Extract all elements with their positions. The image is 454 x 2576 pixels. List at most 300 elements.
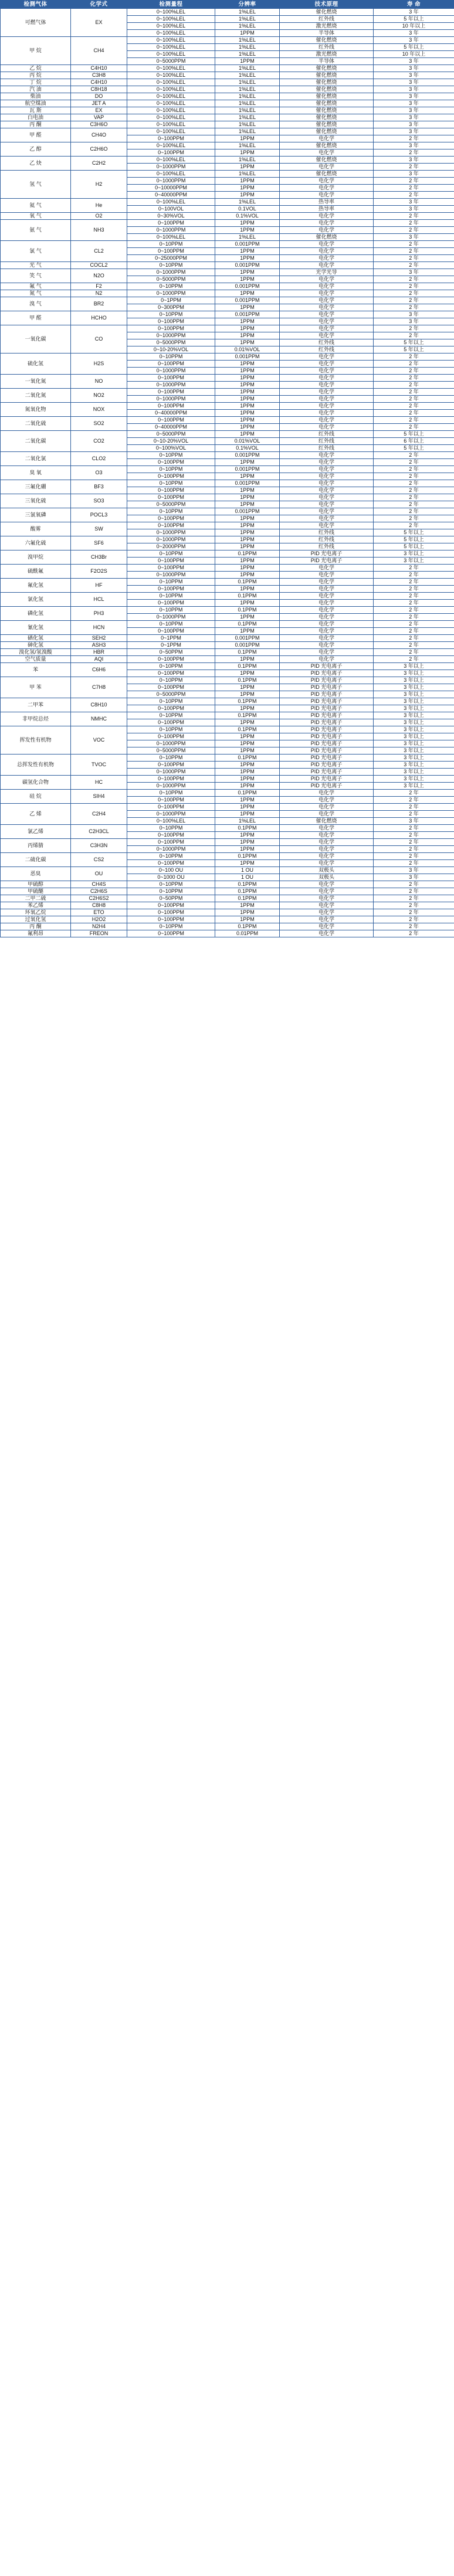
cell-gas-name: 三氧化硫 xyxy=(1,494,71,508)
cell-gas-name: 总挥发性有机物 xyxy=(1,755,71,776)
table-body xyxy=(1,9,454,937)
cell-lifetime: 3 年以上 xyxy=(374,677,454,684)
cell-range: 0~100%LEL xyxy=(127,128,215,135)
cell-range: 0~10-20%VOL xyxy=(127,438,215,445)
cell-gas-name: 甲 苯 xyxy=(1,677,71,698)
cell-range: 0~100VOL xyxy=(127,206,215,213)
cell-resolution: 1PPM xyxy=(215,586,280,593)
cell-resolution: 0.001PPM xyxy=(215,283,280,290)
cell-range: 0~50PPM xyxy=(127,895,215,902)
cell-technology: 双极头 xyxy=(280,874,374,881)
cell-gas-name: 氮 气 xyxy=(1,290,71,297)
cell-resolution: 0.001PPM xyxy=(215,480,280,487)
cell-range: 0~10PPM xyxy=(127,262,215,269)
cell-range: 0~100PPM xyxy=(127,135,215,142)
cell-technology: 双极头 xyxy=(280,867,374,874)
cell-formula: C2H6S xyxy=(71,888,127,895)
cell-technology: PID 光电离子 xyxy=(280,705,374,712)
cell-technology: 电化学 xyxy=(280,593,374,600)
header-lifetime: 寿 命 xyxy=(374,1,454,9)
cell-range: 0~100PPM xyxy=(127,325,215,332)
cell-gas-name: 恶臭 xyxy=(1,867,71,881)
header-gas: 检测气体 xyxy=(1,1,71,9)
cell-technology: 催化燃烧 xyxy=(280,93,374,100)
cell-formula: NO xyxy=(71,375,127,389)
cell-resolution: 1PPM xyxy=(215,325,280,332)
cell-resolution: 1PPM xyxy=(215,558,280,565)
cell-resolution: 1PPM xyxy=(215,811,280,818)
cell-lifetime: 10 年以上 xyxy=(374,51,454,58)
cell-lifetime: 3 年以上 xyxy=(374,762,454,769)
table-row xyxy=(1,565,454,572)
cell-formula: HCL xyxy=(71,593,127,607)
cell-technology: 催化燃烧 xyxy=(280,100,374,107)
table-row xyxy=(1,65,454,72)
cell-range: 0~2000PPM xyxy=(127,543,215,550)
cell-resolution: 0.001PPM xyxy=(215,354,280,361)
cell-technology: 电化学 xyxy=(280,860,374,867)
cell-lifetime: 3 年 xyxy=(374,65,454,72)
cell-range: 0~100PPM xyxy=(127,558,215,565)
cell-gas-name: 苯乙烯 xyxy=(1,902,71,909)
cell-resolution: 1%LEL xyxy=(215,72,280,79)
cell-resolution: 0.1PPM xyxy=(215,853,280,860)
table-row xyxy=(1,579,454,586)
cell-resolution: 0.1PPM xyxy=(215,550,280,558)
cell-technology: 红外线 xyxy=(280,346,374,354)
table-row xyxy=(1,79,454,86)
cell-resolution: 1PPM xyxy=(215,783,280,790)
table-row xyxy=(1,269,454,276)
cell-range: 0~100PPM xyxy=(127,248,215,255)
cell-range: 0~1PPM xyxy=(127,642,215,649)
cell-lifetime: 2 年 xyxy=(374,642,454,649)
cell-range: 0~100PPM xyxy=(127,762,215,769)
table-row xyxy=(1,853,454,860)
cell-resolution: 1PPM xyxy=(215,860,280,867)
cell-technology: PID 光电离子 xyxy=(280,677,374,684)
table-row xyxy=(1,923,454,930)
cell-technology: 电化学 xyxy=(280,192,374,199)
cell-formula: NMHC xyxy=(71,712,127,726)
table-row xyxy=(1,311,454,318)
cell-lifetime: 3 年 xyxy=(374,171,454,178)
cell-technology: 电化学 xyxy=(280,797,374,804)
cell-formula: F2 xyxy=(71,283,127,290)
cell-technology: 电化学 xyxy=(280,628,374,635)
cell-lifetime: 3 年 xyxy=(374,318,454,325)
cell-lifetime: 3 年以上 xyxy=(374,691,454,698)
table-row xyxy=(1,213,454,220)
cell-gas-name: 臭 氧 xyxy=(1,466,71,480)
cell-formula: CH4S xyxy=(71,881,127,888)
cell-lifetime: 2 年 xyxy=(374,452,454,459)
cell-resolution: 1%LEL xyxy=(215,93,280,100)
cell-lifetime: 2 年 xyxy=(374,325,454,332)
cell-technology: 电化学 xyxy=(280,853,374,860)
table-row xyxy=(1,536,454,543)
cell-resolution: 1PPM xyxy=(215,255,280,262)
cell-formula: C4H10 xyxy=(71,65,127,72)
table-row xyxy=(1,888,454,895)
cell-range: 0~10PPM xyxy=(127,508,215,515)
cell-technology: 电化学 xyxy=(280,811,374,818)
cell-range: 0~1000PPM xyxy=(127,227,215,234)
table-row xyxy=(1,389,454,396)
cell-resolution: 1PPM xyxy=(215,684,280,691)
cell-lifetime: 2 年 xyxy=(374,283,454,290)
cell-lifetime: 3 年 xyxy=(374,9,454,16)
cell-technology: PID 光电离子 xyxy=(280,691,374,698)
cell-lifetime: 5 年以上 xyxy=(374,529,454,536)
table-row xyxy=(1,550,454,558)
cell-resolution: 1PPM xyxy=(215,304,280,311)
cell-technology: PID 光电离子 xyxy=(280,550,374,558)
cell-lifetime: 3 年 xyxy=(374,37,454,44)
cell-resolution: 1%LEL xyxy=(215,23,280,30)
cell-gas-name: 硫酰氟 xyxy=(1,565,71,579)
cell-technology: 电化学 xyxy=(280,241,374,248)
cell-formula: C2H2 xyxy=(71,157,127,171)
cell-resolution: 1PPM xyxy=(215,149,280,157)
cell-resolution: 0.01PPM xyxy=(215,930,280,937)
cell-range: 0~1000PPM xyxy=(127,178,215,185)
cell-gas-name: 甲硫醇 xyxy=(1,881,71,888)
cell-formula: CO xyxy=(71,325,127,354)
table-row xyxy=(1,262,454,269)
cell-resolution: 1PPM xyxy=(215,410,280,417)
cell-lifetime: 3 年 xyxy=(374,157,454,164)
cell-resolution: 1 OU xyxy=(215,874,280,881)
cell-formula: BF3 xyxy=(71,480,127,494)
cell-lifetime: 2 年 xyxy=(374,389,454,396)
cell-range: 0~100PPM xyxy=(127,628,215,635)
cell-lifetime: 3 年以上 xyxy=(374,670,454,677)
cell-lifetime: 2 年 xyxy=(374,607,454,614)
cell-range: 0~10PPM xyxy=(127,853,215,860)
table-row xyxy=(1,916,454,923)
cell-formula: NOX xyxy=(71,403,127,417)
cell-range: 0~10PPM xyxy=(127,452,215,459)
cell-formula: HCHO xyxy=(71,311,127,325)
cell-technology: 电化学 xyxy=(280,656,374,663)
cell-gas-name: 丙烯腈 xyxy=(1,839,71,853)
cell-range: 0~1000PPM xyxy=(127,614,215,621)
cell-lifetime: 2 年 xyxy=(374,916,454,923)
cell-resolution: 1PPM xyxy=(215,396,280,403)
cell-formula: C2H3CL xyxy=(71,825,127,839)
cell-gas-name: 可燃气体 xyxy=(1,9,71,37)
cell-technology: PID 光电离子 xyxy=(280,712,374,719)
cell-range: 0~1000PPM xyxy=(127,290,215,297)
cell-range: 0~100PPM xyxy=(127,902,215,909)
cell-resolution: 1%LEL xyxy=(215,9,280,16)
cell-resolution: 1PPM xyxy=(215,916,280,923)
cell-formula: NH3 xyxy=(71,220,127,241)
cell-resolution: 1PPM xyxy=(215,501,280,508)
cell-resolution: 1PPM xyxy=(215,543,280,550)
cell-lifetime: 2 年 xyxy=(374,614,454,621)
cell-resolution: 1 OU xyxy=(215,867,280,874)
cell-range: 0~1000PPM xyxy=(127,332,215,339)
cell-formula: N2O xyxy=(71,269,127,283)
cell-lifetime: 2 年 xyxy=(374,811,454,818)
cell-formula: VAP xyxy=(71,114,127,121)
cell-range: 0~100PPM xyxy=(127,705,215,712)
cell-range: 0~100PPM xyxy=(127,860,215,867)
cell-formula: TVOC xyxy=(71,755,127,776)
cell-formula: C3H6O xyxy=(71,121,127,128)
cell-lifetime: 2 年 xyxy=(374,804,454,811)
cell-resolution: 0.001PPM xyxy=(215,262,280,269)
cell-gas-name: 乙 烯 xyxy=(1,804,71,825)
cell-resolution: 0.1%VOL xyxy=(215,445,280,452)
cell-technology: 红外线 xyxy=(280,445,374,452)
cell-resolution: 1%LEL xyxy=(215,37,280,44)
table-row xyxy=(1,930,454,937)
cell-gas-name: 二氧化氯 xyxy=(1,452,71,466)
cell-formula: JET A xyxy=(71,100,127,107)
cell-lifetime: 2 年 xyxy=(374,600,454,607)
cell-technology: 电化学 xyxy=(280,480,374,487)
cell-range: 0~50PPM xyxy=(127,649,215,656)
table-row xyxy=(1,593,454,600)
cell-gas-name: 氦 气 xyxy=(1,199,71,213)
cell-range: 0~1000 OU xyxy=(127,874,215,881)
gas-spec-table xyxy=(0,0,454,937)
cell-formula: ASH3 xyxy=(71,642,127,649)
cell-technology: 电化学 xyxy=(280,621,374,628)
cell-resolution: 1PPM xyxy=(215,909,280,916)
cell-technology: PID 光电离子 xyxy=(280,776,374,783)
cell-lifetime: 2 年 xyxy=(374,297,454,304)
cell-lifetime: 2 年 xyxy=(374,304,454,311)
cell-technology: 电化学 xyxy=(280,361,374,368)
cell-technology: 电化学 xyxy=(280,466,374,473)
cell-formula: C3H8 xyxy=(71,72,127,79)
cell-gas-name: 一氧化碳 xyxy=(1,325,71,354)
cell-gas-name: 丙 酮 xyxy=(1,923,71,930)
cell-resolution: 0.1PPM xyxy=(215,649,280,656)
cell-lifetime: 2 年 xyxy=(374,410,454,417)
cell-range: 0~100PPM xyxy=(127,930,215,937)
cell-technology: 电化学 xyxy=(280,311,374,318)
cell-lifetime: 2 年 xyxy=(374,255,454,262)
cell-range: 0~10PPM xyxy=(127,790,215,797)
cell-gas-name: 丙 烷 xyxy=(1,72,71,79)
cell-resolution: 0.1PPM xyxy=(215,607,280,614)
cell-technology: 电化学 xyxy=(280,424,374,431)
cell-range: 0~100%LEL xyxy=(127,114,215,121)
cell-resolution: 0.001PPM xyxy=(215,466,280,473)
cell-formula: POCL3 xyxy=(71,508,127,522)
cell-range: 0~100%LEL xyxy=(127,23,215,30)
cell-formula: DO xyxy=(71,93,127,100)
cell-technology: 电化学 xyxy=(280,600,374,607)
cell-range: 0~25000PPM xyxy=(127,255,215,262)
cell-lifetime: 2 年 xyxy=(374,635,454,642)
cell-resolution: 1PPM xyxy=(215,473,280,480)
cell-resolution: 1PPM xyxy=(215,382,280,389)
cell-range: 0~1000PPM xyxy=(127,769,215,776)
cell-lifetime: 3 年以上 xyxy=(374,712,454,719)
cell-range: 0~100%LEL xyxy=(127,51,215,58)
cell-resolution: 0.1PPM xyxy=(215,888,280,895)
cell-lifetime: 3 年以上 xyxy=(374,769,454,776)
table-row xyxy=(1,621,454,628)
cell-range: 0~1000PPM xyxy=(127,396,215,403)
cell-technology: PID 光电离子 xyxy=(280,769,374,776)
cell-resolution: 1PPM xyxy=(215,691,280,698)
cell-range: 0~100PPM xyxy=(127,776,215,783)
cell-lifetime: 3 年 xyxy=(374,199,454,206)
cell-resolution: 1PPM xyxy=(215,529,280,536)
cell-technology: PID 光电离子 xyxy=(280,719,374,726)
cell-resolution: 1PPM xyxy=(215,276,280,283)
cell-lifetime: 3 年 xyxy=(374,142,454,149)
cell-technology: 电化学 xyxy=(280,325,374,332)
cell-lifetime: 2 年 xyxy=(374,881,454,888)
cell-lifetime: 2 年 xyxy=(374,332,454,339)
cell-technology: 电化学 xyxy=(280,790,374,797)
cell-lifetime: 2 年 xyxy=(374,930,454,937)
cell-lifetime: 2 年 xyxy=(374,586,454,593)
cell-lifetime: 3 年以上 xyxy=(374,733,454,740)
cell-formula: O2 xyxy=(71,213,127,220)
cell-lifetime: 2 年 xyxy=(374,825,454,832)
cell-technology: 催化燃烧 xyxy=(280,114,374,121)
cell-formula: ETO xyxy=(71,909,127,916)
cell-gas-name: 二氧化硫 xyxy=(1,417,71,431)
cell-resolution: 1PPM xyxy=(215,192,280,199)
cell-range: 0~100PPM xyxy=(127,361,215,368)
cell-formula: C2H6S2 xyxy=(71,895,127,902)
cell-technology: 电化学 xyxy=(280,839,374,846)
table-row xyxy=(1,157,454,164)
cell-gas-name: 硒化氢 xyxy=(1,635,71,642)
cell-lifetime: 3 年 xyxy=(374,72,454,79)
cell-resolution: 1PPM xyxy=(215,628,280,635)
table-row xyxy=(1,100,454,107)
cell-resolution: 1PPM xyxy=(215,248,280,255)
cell-resolution: 0.1PPM xyxy=(215,663,280,670)
table-row xyxy=(1,114,454,121)
cell-lifetime: 5 年以上 xyxy=(374,346,454,354)
cell-resolution: 0.1PPM xyxy=(215,677,280,684)
cell-lifetime: 3 年以上 xyxy=(374,684,454,691)
table-row xyxy=(1,220,454,227)
cell-range: 0~100PPM xyxy=(127,220,215,227)
cell-technology: 红外线 xyxy=(280,339,374,346)
cell-range: 0~100PPM xyxy=(127,586,215,593)
cell-technology: PID 光电离子 xyxy=(280,762,374,769)
table-row xyxy=(1,642,454,649)
cell-technology: 电化学 xyxy=(280,923,374,930)
cell-gas-name: 柴油 xyxy=(1,93,71,100)
cell-range: 0~10PPM xyxy=(127,550,215,558)
cell-resolution: 1%LEL xyxy=(215,16,280,23)
cell-range: 0~100%LEL xyxy=(127,16,215,23)
cell-formula: CS2 xyxy=(71,853,127,867)
cell-range: 0~10PPM xyxy=(127,712,215,719)
cell-range: 0~5000PPM xyxy=(127,501,215,508)
cell-resolution: 1PPM xyxy=(215,902,280,909)
cell-resolution: 1%LEL xyxy=(215,79,280,86)
cell-technology: 电化学 xyxy=(280,304,374,311)
cell-lifetime: 2 年 xyxy=(374,508,454,515)
cell-range: 0~1000PPM xyxy=(127,529,215,536)
cell-range: 0~100%LEL xyxy=(127,86,215,93)
cell-resolution: 1%LEL xyxy=(215,234,280,241)
cell-gas-name: 三氟化硼 xyxy=(1,480,71,494)
cell-gas-name: 苯 xyxy=(1,663,71,677)
cell-resolution: 0.001PPM xyxy=(215,297,280,304)
table-row xyxy=(1,726,454,733)
cell-gas-name: 碳氢化合物 xyxy=(1,776,71,790)
cell-technology: 电化学 xyxy=(280,220,374,227)
cell-lifetime: 2 年 xyxy=(374,494,454,501)
cell-range: 0~100PPM xyxy=(127,149,215,157)
table-row xyxy=(1,480,454,487)
cell-lifetime: 2 年 xyxy=(374,185,454,192)
cell-lifetime: 3 年 xyxy=(374,58,454,65)
cell-resolution: 1%LEL xyxy=(215,121,280,128)
cell-resolution: 1%LEL xyxy=(215,100,280,107)
cell-formula: SW xyxy=(71,522,127,536)
header-range: 检测量程 xyxy=(127,1,215,9)
cell-formula: C3H3N xyxy=(71,839,127,853)
cell-range: 0~100PPM xyxy=(127,522,215,529)
cell-technology: 电化学 xyxy=(280,888,374,895)
cell-technology: 电化学 xyxy=(280,846,374,853)
cell-resolution: 0.1PPM xyxy=(215,698,280,705)
cell-resolution: 0.001PPM xyxy=(215,241,280,248)
cell-range: 0~1000PPM xyxy=(127,368,215,375)
cell-resolution: 0.001PPM xyxy=(215,635,280,642)
cell-formula: C4H10 xyxy=(71,79,127,86)
table-row xyxy=(1,297,454,304)
cell-technology: 电化学 xyxy=(280,642,374,649)
table-row xyxy=(1,522,454,529)
cell-lifetime: 5 年以上 xyxy=(374,431,454,438)
cell-resolution: 0.001PPM xyxy=(215,508,280,515)
cell-range: 0~100PPM xyxy=(127,318,215,325)
table-row xyxy=(1,403,454,410)
cell-resolution: 1PPM xyxy=(215,515,280,522)
cell-range: 0~100PPM xyxy=(127,600,215,607)
cell-resolution: 1PPM xyxy=(215,839,280,846)
cell-lifetime: 3 年 xyxy=(374,107,454,114)
table-row xyxy=(1,37,454,44)
cell-resolution: 1PPM xyxy=(215,368,280,375)
cell-lifetime: 3 年以上 xyxy=(374,550,454,558)
cell-gas-name: 氟利昂 xyxy=(1,930,71,937)
table-row xyxy=(1,755,454,762)
cell-lifetime: 2 年 xyxy=(374,248,454,255)
cell-technology: 电化学 xyxy=(280,290,374,297)
cell-resolution: 1%LEL xyxy=(215,44,280,51)
cell-range: 0~10PPM xyxy=(127,923,215,930)
cell-lifetime: 3 年以上 xyxy=(374,719,454,726)
cell-resolution: 1PPM xyxy=(215,733,280,740)
table-row xyxy=(1,677,454,684)
cell-technology: PID 光电离子 xyxy=(280,740,374,747)
cell-formula: SIH4 xyxy=(71,790,127,804)
cell-range: 0~100PPM xyxy=(127,670,215,677)
cell-technology: 电化学 xyxy=(280,895,374,902)
cell-gas-name: 汽 油 xyxy=(1,86,71,93)
cell-lifetime: 2 年 xyxy=(374,860,454,867)
